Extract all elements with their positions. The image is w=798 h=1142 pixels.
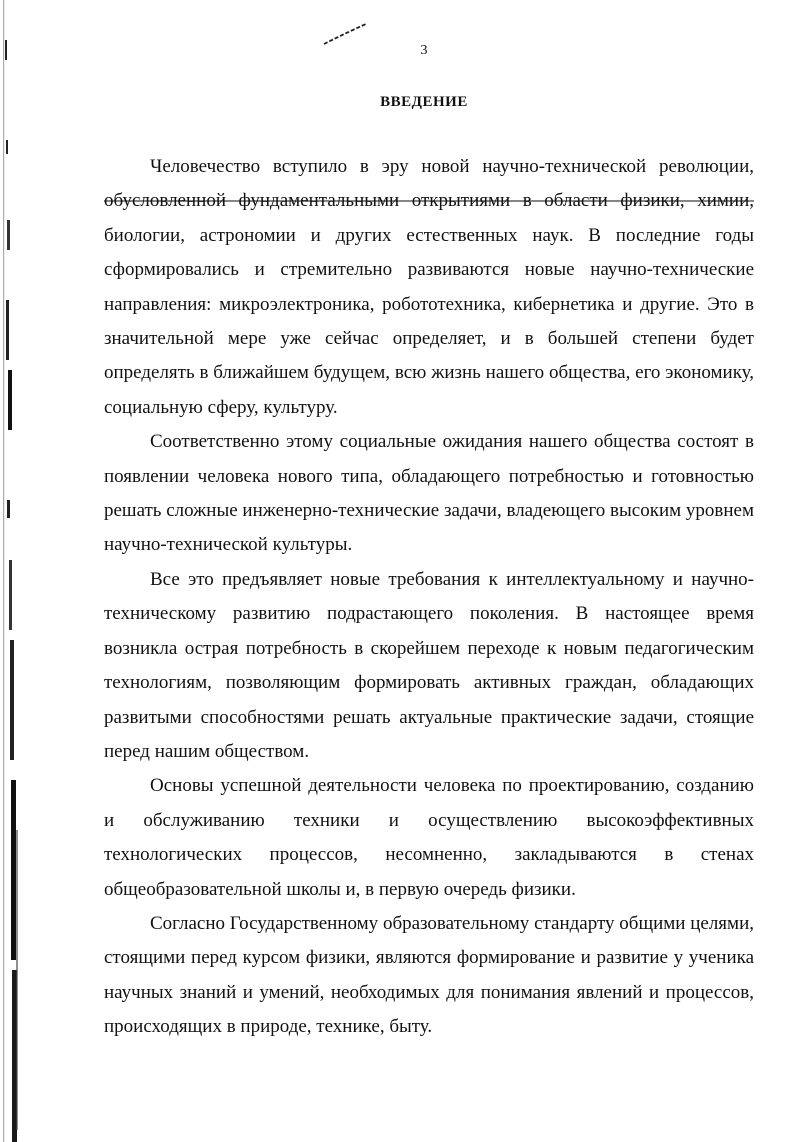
section-title: ВВЕДЕНИЕ	[380, 94, 468, 110]
paragraph-2: Соответственно этому социальные ожидания нашего общества состоят в появлении человека нового типа, обладающего потребностью и готовностью решать сложные инженерно-технические задачи, владеющего высоким уровнем научно-технической культуры.	[104, 431, 754, 556]
paragraph-5: Согласно Государственному образовательному стандарту общими целями, стоящими перед курсом физики, являются формирование и развитие у ученика научных знаний и умений, необходимых для понимания явлений и процессов, происходящих в природе, технике, быту.	[104, 912, 754, 1038]
page-number: 3	[420, 43, 428, 58]
body-text	[104, 150, 754, 1045]
scan-edge-artifact	[0, 0, 24, 1142]
paragraph-3: Все это предъявляет новые требования к интеллектуальному и научно-техническому развитию подрастающего поколения. В настоящее время возникла острая потребность в скорейшем переходе к новым педагогическим технологиям, позволяющим формировать активных граждан, обладающих развитыми способностями решать актуальные практические задачи, стоящие перед нашим обществом.	[104, 568, 754, 762]
paragraph-4: Основы успешной деятельности человека по проектированию, созданию и обслуживанию техники и осуществлению высокоэффективных технологических процессов, несомненно, закладываются в стенах общеобразовательной школы и, в первую очередь физики.	[104, 775, 754, 900]
paragraph-1: Человечество вступило в эру новой научно-технической революции, обусловленной фундаментальными открытиями в области физики, химии, биологии, астрономии и других естественных наук. В последние годы сформировались и стремительно развиваются новые научно-технические направления: микроэлектроника, робототехника, кибернетика и другие. Это в значительной мере уже сейчас определяет, и в большей степени будет определять в ближайшем будущем, всю жизнь нашего общества, его экономику, социальную сферу, культуру.	[104, 156, 754, 418]
pen-mark-artifact	[322, 22, 368, 48]
